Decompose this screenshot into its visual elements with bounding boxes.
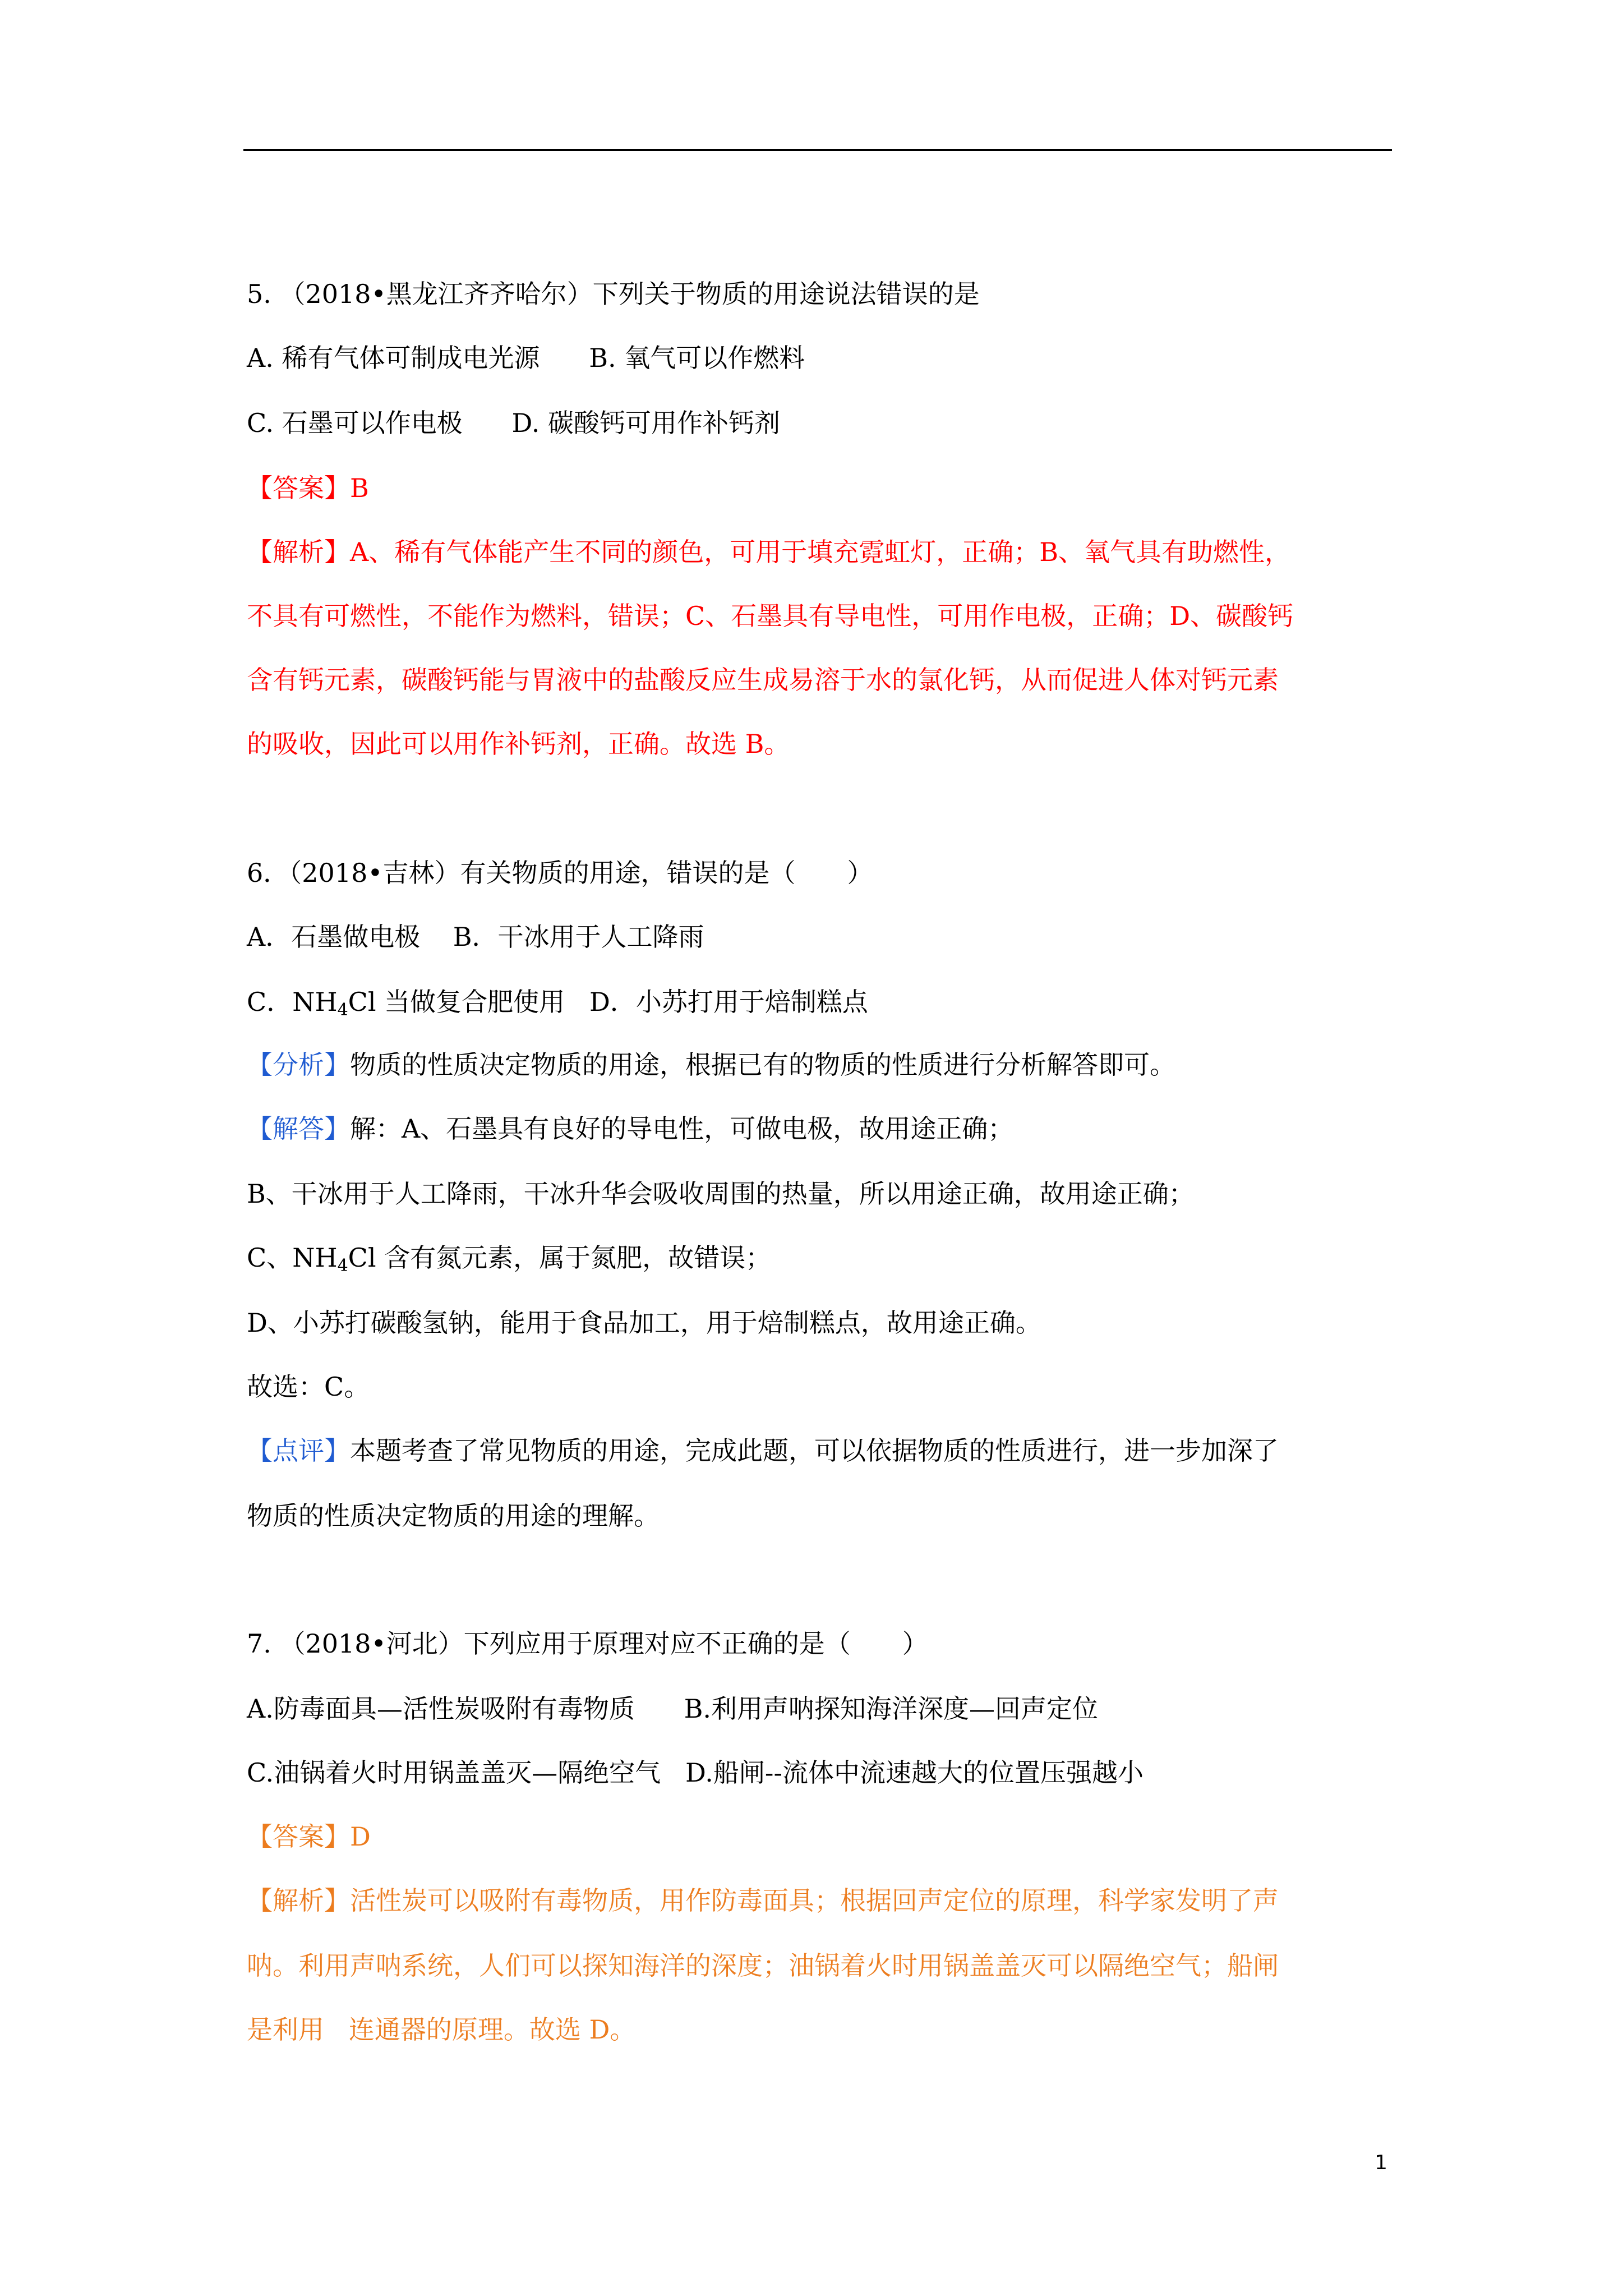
- q7-answer: [247, 1820, 371, 1853]
- q7-answer-tag: 【答案】: [247, 1821, 350, 1852]
- q6-dianping-line-1: 【点评】本题考查了常见物质的用途，完成此题，可以依据物质的性质进行，进一步加深了: [247, 1435, 1279, 1466]
- q7-stem: 7. （2018•河北）下列应用于原理对应不正确的是（ ）: [247, 1628, 928, 1659]
- q5-analysis-line-3: 含有钙元素，碳酸钙能与胃液中的盐酸反应生成易溶于水的氯化钙，从而促进人体对钙元素: [247, 665, 1279, 695]
- q7-analysis-tag: 【解析】: [247, 1885, 350, 1916]
- q6-line-c: C、$NH_4Cl$ 含有氮元素，属于氮肥，故错误；: [247, 1243, 772, 1276]
- page-number: 1: [1375, 2151, 1387, 2174]
- q5-analysis-line-4: 的吸收，因此可以用作补钙剂，正确。故选 B。: [247, 729, 790, 759]
- q7-answer-value: D: [350, 1821, 371, 1852]
- q5-analysis-tag: 【解析】: [247, 537, 350, 567]
- q6-options-cd: C．$NH_4Cl$ 当做复合肥使用 D．小苏打用于焙制糕点: [247, 987, 868, 1020]
- q7-analysis-line-2: 呐。利用声呐系统，人们可以探知海洋的深度；油锅着火时用锅盖盖灭可以隔绝空气；船闸: [247, 1950, 1279, 1981]
- q5-analysis-line-1: 【解析】A、稀有气体能产生不同的颜色，可用于填充霓虹灯，正确；B、氧气具有助燃性，: [247, 537, 1291, 567]
- q6-conclusion: 故选：C。: [247, 1372, 370, 1402]
- q7-options-ab: A.防毒面具—活性炭吸附有毒物质 B.利用声呐探知海洋深度—回声定位: [247, 1694, 1098, 1724]
- q6-options-ab: A．石墨做电极 B．干冰用于人工降雨: [247, 922, 704, 952]
- q5-analysis-line-2: 不具有可燃性，不能作为燃料，错误；C、石墨具有导电性，可用作电极，正确；D、碳酸钙: [247, 601, 1294, 631]
- q6-dianping-line-2: 物质的性质决定物质的用途的理解。: [247, 1501, 660, 1531]
- q6-jieda-tag: 【解答】: [247, 1114, 350, 1144]
- q5-stem: 5. （2018•黑龙江齐齐哈尔）下列关于物质的用途说法错误的是: [247, 279, 980, 309]
- q5-options-ab: A. 稀有气体可制成电光源 B. 氧气可以作燃料: [247, 343, 805, 373]
- q6-line-d: D、小苏打碳酸氢钠，能用于食品加工，用于焙制糕点，故用途正确。: [247, 1308, 1041, 1338]
- q7-options-cd: C.油锅着火时用锅盖盖灭—隔绝空气 D.船闸--流体中流速越大的位置压强越小: [247, 1757, 1144, 1788]
- header-rule: [243, 149, 1392, 151]
- q6-fenxi: 【分析】物质的性质决定物质的用途，根据已有的物质的性质进行分析解答即可。: [247, 1050, 1175, 1080]
- q5-options-cd: C. 石墨可以作电极 D. 碳酸钙可用作补钙剂: [247, 408, 781, 438]
- q6-fenxi-tag: 【分析】: [247, 1050, 350, 1080]
- q6-stem: 6．（2018•吉林）有关物质的用途，错误的是（ ）: [247, 858, 873, 888]
- q5-answer-tag: 【答案】: [247, 473, 350, 503]
- q6-dianping-tag: 【点评】: [247, 1435, 350, 1466]
- q6-jieda: 【解答】解：A、石墨具有良好的导电性，可做电极，故用途正确；: [247, 1114, 1014, 1144]
- q5-answer: [247, 471, 369, 505]
- q7-analysis-line-1: 【解析】活性炭可以吸附有毒物质，用作防毒面具；根据回声定位的原理，科学家发明了声: [247, 1885, 1279, 1916]
- q6-line-b: B、干冰用于人工降雨，干冰升华会吸收周围的热量，所以用途正确，故用途正确；: [247, 1179, 1195, 1209]
- q5-answer-value: B: [350, 473, 369, 503]
- q7-analysis-line-3: 是利用 连通器的原理。故选 D。: [247, 2014, 636, 2045]
